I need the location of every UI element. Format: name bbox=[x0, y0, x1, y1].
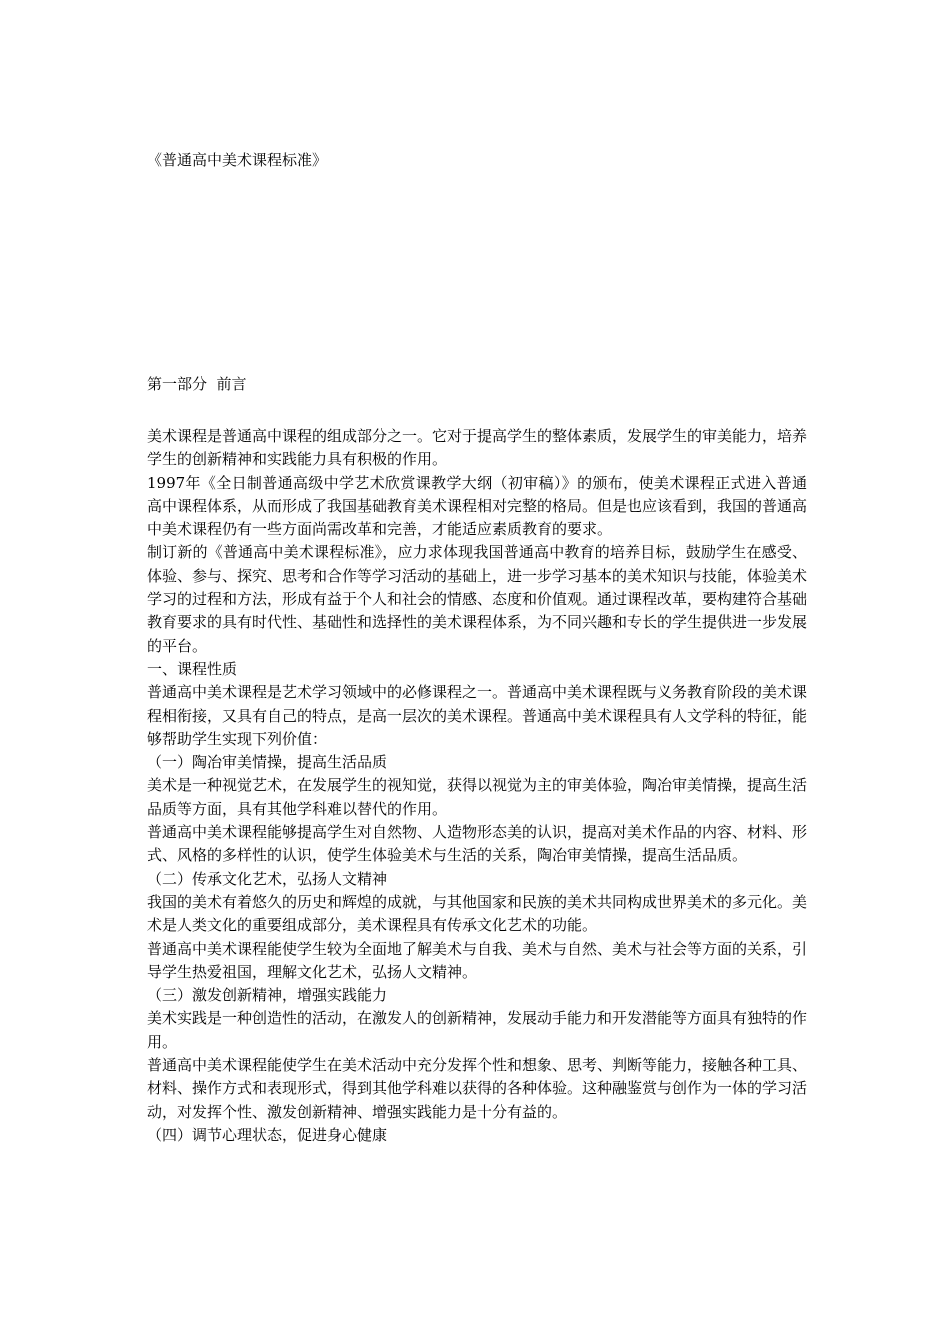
subheading-1: （一）陶冶审美情操，提高生活品质 bbox=[147, 753, 388, 772]
paragraph-intro: 美术课程是普通高中课程的组成部分之一。它对于提高学生的整体素质，发展学生的审美能力，培养学生的创新精神和实践能力具有积极的作用。 bbox=[147, 427, 808, 469]
document-body bbox=[147, 425, 807, 1147]
paragraph-new-standard: 制订新的《普通高中美术课程标准》，应力求体现我国普通高中教育的培养目标，鼓励学生在感受、体验、参与、探究、思考和合作等学习活动的基础上，进一步学习基本的美术知识与技能，体验美术学习的过程和方法，形成有益于个人和社会的情感、态度和价值观。通过课程改革，要构建符合基础教育要求的具有时代性、基础性和选择性的美术课程体系，为不同兴趣和专长的学生提供进一步发展的平台。 bbox=[147, 543, 808, 655]
paragraph: 普通高中美术课程能使学生在美术活动中充分发挥个性和想象、思考、判断等能力，接触各种工具、材料、操作方式和表现形式，得到其他学科难以获得的各种体验。这种融鉴赏与创作为一体的学习活动，对发挥个性、激发创新精神、增强实践能力是十分有益的。 bbox=[147, 1056, 808, 1121]
part-heading: 第一部分 前言 bbox=[147, 375, 247, 393]
paragraph: 美术是一种视觉艺术，在发展学生的视知觉，获得以视觉为主的审美体验，陶冶审美情操，提高生活品质等方面，具有其他学科难以替代的作用。 bbox=[147, 776, 808, 818]
section-heading-course-nature: 一、课程性质 bbox=[147, 659, 238, 678]
paragraph: 美术实践是一种创造性的活动，在激发人的创新精神，发展动手能力和开发潜能等方面具有独特的作用。 bbox=[147, 1009, 808, 1051]
paragraph: 我国的美术有着悠久的历史和辉煌的成就，与其他国家和民族的美术共同构成世界美术的多元化。美术是人类文化的重要组成部分，美术课程具有传承文化艺术的功能。 bbox=[147, 892, 808, 935]
paragraph-history: 1997年《全日制普通高级中学艺术欣赏课教学大纲（初审稿）》的颁布，使美术课程正式进入普通高中课程体系，从而形成了我国基础教育美术课程相对完整的格局。但是也应该看到，我国的普通高中美术课程仍有一些方面尚需改革和完善，才能适应素质教育的要求。 bbox=[147, 473, 808, 539]
document-title: 《普通高中美术课程标准》 bbox=[147, 151, 328, 169]
paragraph: 普通高中美术课程能使学生较为全面地了解美术与自我、美术与自然、美术与社会等方面的关系，引导学生热爱祖国，理解文化艺术，弘扬人文精神。 bbox=[147, 939, 808, 981]
paragraph-course-nature: 普通高中美术课程是艺术学习领域中的必修课程之一。普通高中美术课程既与义务教育阶段的美术课程相衔接，又具有自己的特点，是高一层次的美术课程。普通高中美术课程具有人文学科的特征，能够帮助学生实现下列价值： bbox=[147, 683, 808, 748]
paragraph: 普通高中美术课程能够提高学生对自然物、人造物形态美的认识，提高对美术作品的内容、材料、形式、风格的多样性的认识，使学生体验美术与生活的关系，陶冶审美情操，提高生活品质。 bbox=[147, 823, 808, 865]
subheading-4: （四）调节心理状态，促进身心健康 bbox=[147, 1125, 388, 1144]
subheading-3: （三）激发创新精神，增强实践能力 bbox=[147, 986, 388, 1005]
subheading-2: （二）传承文化艺术，弘扬人文精神 bbox=[147, 869, 388, 888]
